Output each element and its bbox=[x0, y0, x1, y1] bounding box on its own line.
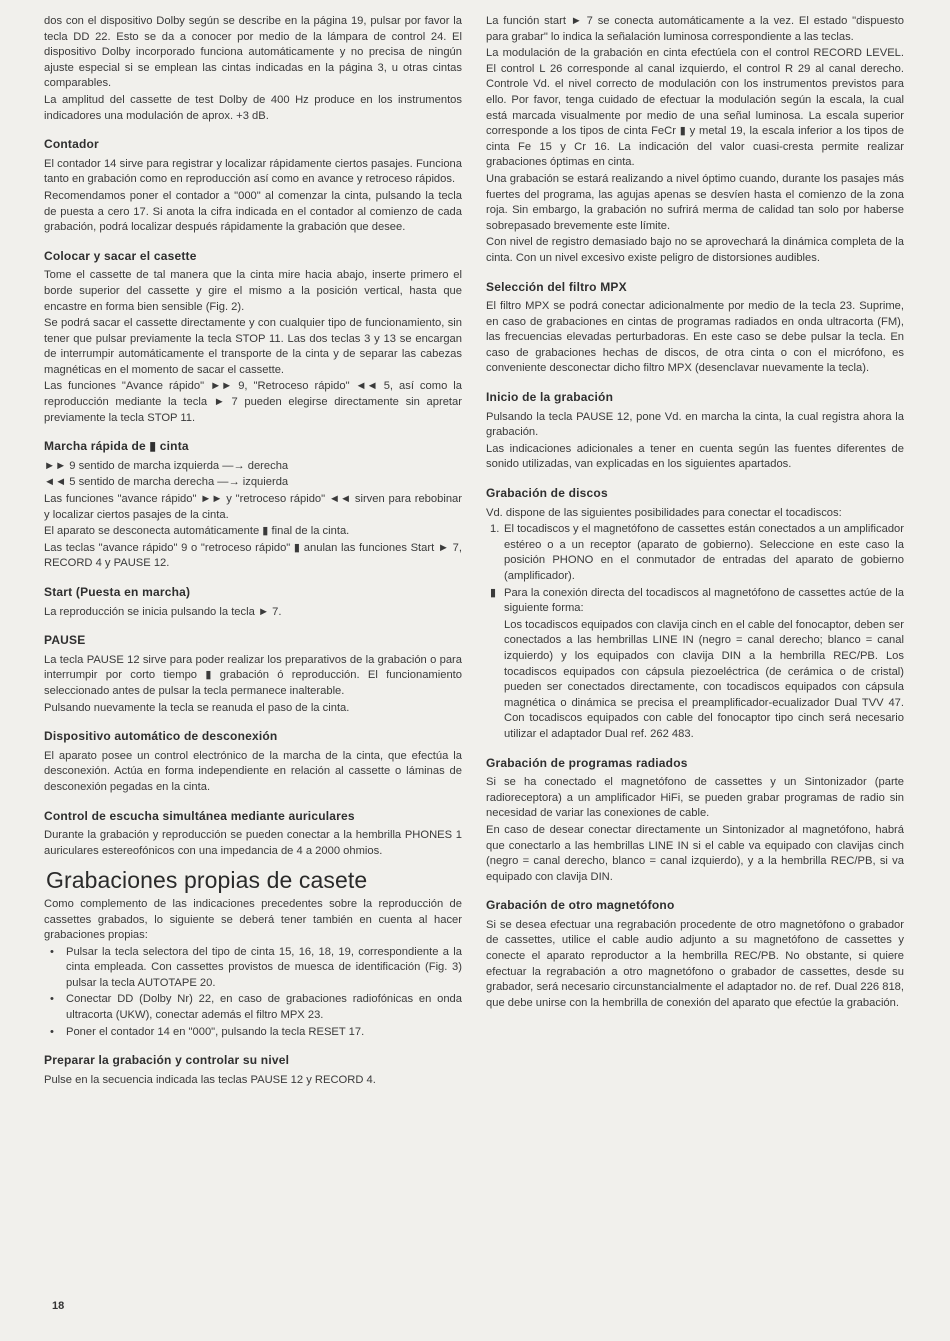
section-heading-preparar: Preparar la grabación y controlar su nivel bbox=[44, 1053, 290, 1068]
section-heading-start: Start (Puesta en marcha) bbox=[44, 585, 191, 599]
paragraph: Pulse en la secuencia indicada las teclas PAUSE 12 y RECORD 4. bbox=[44, 1073, 376, 1086]
paragraph: Una grabación se estará realizando a nivel óptimo cuando, durante los pasajes más fuertes del programa, las agujas apenas se desvíen hasta el comienzo de la zona roja. Sin embargo, la grabación no sufrirá merma de calidad tan solo por haberse sobrepasado brevemente este límite. bbox=[486, 172, 904, 232]
paragraph: La modulación de la grabación en cinta efectúela con el control RECORD LEVEL. El control L 26 corresponde al canal izquierdo, el control R 29 al canal derecho. Controle Vd. el nivel correcto de modulación con los instrumentos previstos para ello. Por favor, tenga cuidado de efectuar la modulación según la escala, la cual está marcada visualmente por medio de una señal luminosa. La escala superior corresponde a los tipos de cinta FeCr ▮ y metal 19, la escala inferior a los tipos de cinta Fe 15 y Cr 16. La indicación del valor cuasi-cresta permite realizar grabaciones óptimas en cinta. bbox=[486, 47, 904, 169]
paragraph: ◄◄ 5 sentido de marcha derecha —→ izquierda bbox=[44, 476, 289, 489]
paragraph: Pulsando la tecla PAUSE 12, pone Vd. en marcha la cinta, la cual registra ahora la grabación. bbox=[486, 410, 904, 439]
paragraph: Recomendamos poner el contador a "000" al comenzar la cinta, pulsando la tecla de puesta a cero 17. Si anota la cifra indicada en el contador al comienzo de cada grabación, podrá localizar después rápidamente la grabación que desee. bbox=[44, 189, 462, 234]
paragraph: La función start ► 7 se conecta automáticamente a la vez. El estado "dispuesto para grabar" lo indica la señalación luminosa correspondiente a las teclas. bbox=[486, 15, 904, 43]
paragraph: En caso de desear conectar directamente un Sintonizador al magnetófono, habrá que conectarlo a las hembrillas LINE IN si el cable va equipado con clavijas cinch (negro = canal derecho, blanco = canal izquierdo), y a la hembrilla REC/PB, si va equipado con clavija DIN. bbox=[486, 823, 904, 883]
section-heading-inicio: Inicio de la grabación bbox=[486, 390, 614, 405]
numbered-list bbox=[486, 522, 904, 617]
section-heading-magnetofono: Grabación de otro magnetófono bbox=[486, 898, 675, 913]
list-item-text: El tocadiscos y el magnetófono de cassettes están conectados a un amplificador estéreo o a un receptor (aparato de gobierno). Seleccione en este caso la posición PHONO en el conmutador de entradas del aparato de gobierno (amplificador). bbox=[504, 523, 904, 582]
paragraph: Se podrá sacar el cassette directamente y con cualquier tipo de funcionamiento, sin tener que pulsar previamente la tecla STOP 11. Las dos teclas 3 y 13 se encargan de interrumpir automáticamente el transporte de la cinta y de separar las cabezas magnéticas en el momento de sacar el cassette. bbox=[44, 317, 462, 376]
paragraph: Las funciones "avance rápido" ►► y "retroceso rápido" ◄◄ sirven para rebobinar y localizar ciertos pasajes de la cinta. bbox=[44, 493, 462, 521]
paragraph: ►► 9 sentido de marcha izquierda —→ derecha bbox=[44, 459, 289, 472]
paragraph: Tome el cassette de tal manera que la cinta mire hacia abajo, inserte primero el borde superior del cassette y gire el mismo a la posición vertical, hasta que encastre en forma bien sensible (Fig. 2). bbox=[44, 269, 462, 313]
paragraph: Si se ha conectado el magnetófono de cassettes y un Sintonizador (parte radioreceptora) a un amplificador HiFi, se pueden grabar programas de radio sin necesidad de variar las conexiones de cable. bbox=[486, 776, 904, 820]
section-heading-discos: Grabación de discos bbox=[486, 486, 608, 501]
left-column bbox=[44, 14, 462, 1089]
paragraph: La reproducción se inicia pulsando la tecla ► 7. bbox=[44, 605, 282, 618]
paragraph: dos con el dispositivo Dolby según se describe en la página 19, pulsar por favor la tecla DD 22. Esto se da a conocer por medio de la lámpara de control 24. El dispositivo Dolby incorporado funciona automáticamente y no precisa de ningún ajuste especial si se emplean las cintas indicadas en la página 3, u otras cintas comparables. bbox=[44, 15, 462, 90]
paragraph: La amplitud del cassette de test Dolby de 400 Hz produce en los instrumentos indicadores una modulación de aprox. +3 dB. bbox=[44, 93, 462, 122]
paragraph: El contador 14 sirve para registrar y localizar rápidamente ciertos pasajes. Funciona tanto en grabación como en reproducción así como en avance y retroceso rápidos. bbox=[44, 157, 462, 186]
paragraph: Los tocadiscos equipados con clavija cinch en el cable del fonocaptor, deben ser conectados a las hembrillas LINE IN (negro = canal derecho; blanco = canal izquierdo) y los equipados con clavija DIN a la hembrilla REC/PB. Los tocadiscos equipados con cápsula piezoeléctrica (de cerámica o de cristal) pueden ser conectados directamente, con tocadiscos equipados con cápsula magnética o dinámica se precisa el preamplificador-ecualizador Dual TVV 47. Con tocadiscos equipados con cable del fonocaptor tipo cinch será necesario utilizar el adaptador Dual ref. 262 483. bbox=[504, 618, 904, 740]
section-heading-mpx: Selección del filtro MPX bbox=[486, 279, 627, 294]
list-marker: 1. bbox=[490, 523, 500, 536]
paragraph: La tecla PAUSE 12 sirve para poder realizar los preparativos de la grabación o para interrumpir por corto tiempo ▮ grabación ó reproducción. El funcionamiento seleccionado antes de pulsar la tecla permanece inalterable. bbox=[44, 653, 462, 697]
paragraph: Vd. dispone de las siguientes posibilidades para conectar el tocadiscos: bbox=[486, 506, 842, 519]
page-number: 18 bbox=[52, 1300, 65, 1312]
paragraph: Las indicaciones adicionales a tener en cuenta según las fuentes diferentes de sonido utilizadas, van explicadas en los siguientes apartados. bbox=[486, 442, 904, 471]
paragraph: El aparato se desconecta automáticamente ▮ final de la cinta. bbox=[44, 525, 350, 538]
paragraph: El filtro MPX se podrá conectar adicionalmente por medio de la tecla 23. Suprime, en caso de grabaciones en cintas de programas radiados en onda ultracorta (FM), las frecuencias elevadas perturbadoras. En este caso se debe pulsar la tecla. En caso de grabaciones hechas de discos, de otra cinta o con el micrófono, es conveniente desconectar dicho filtro MPX (desenclavar nuevamente la tecla). bbox=[486, 300, 904, 375]
list-item: • Conectar DD (Dolby Nr) 22, en caso de grabaciones radiofónicas en onda ultracorta (UKW), conectar además el filtro MPX 23. bbox=[44, 992, 462, 1023]
section-heading-marcha: Marcha rápida de ▮ cinta bbox=[44, 439, 189, 454]
bullet-list bbox=[44, 945, 462, 1041]
section-heading-colocar: Colocar y sacar el casette bbox=[44, 248, 197, 263]
list-item bbox=[486, 522, 904, 584]
section-heading-radiados: Grabación de programas radiados bbox=[486, 755, 688, 770]
list-item-text: Para la conexión directa del tocadiscos al magnetófono de cassettes actúe de la siguiente forma: bbox=[504, 586, 904, 615]
list-item bbox=[486, 586, 904, 617]
section-heading-control: Control de escucha simultánea mediante auriculares bbox=[44, 808, 355, 823]
paragraph: Durante la grabación y reproducción se pueden conectar a la hembrilla PHONES 1 auriculares estereofónicos con una impedancia de 4 a 2000 ohmios. bbox=[44, 829, 462, 857]
list-marker: ▮ bbox=[490, 586, 497, 599]
list-item: • Pulsar la tecla selectora del tipo de cinta 15, 16, 18, 19, correspondiente a la cinta empleada. Con cassettes provistos de muesca de identificación (Fig. 3) pulsar la tecla AUTOTAPE 20. bbox=[44, 945, 462, 992]
paragraph: Las funciones "Avance rápido" ►► 9, "Retroceso rápido" ◄◄ 5, así como la reproducción mediante la tecla ► 7 pueden elegirse directamente sin apretar previamente la tecla STOP 11. bbox=[44, 380, 462, 424]
paragraph: Como complemento de las indicaciones precedentes sobre la reproducción de cassettes grabados, lo siguiente se deberá tener también en cuenta al hacer grabaciones propias: bbox=[44, 897, 462, 942]
right-column bbox=[486, 14, 904, 1012]
paragraph: Con nivel de registro demasiado bajo no se aprovechará la dinámica completa de la cinta. Con un nivel excesivo existe peligro de distorsiones audibles. bbox=[486, 236, 904, 264]
paragraph: Las teclas "avance rápido" 9 o "retroceso rápido" ▮ anulan las funciones Start ► 7, RECORD 4 y PAUSE 12. bbox=[44, 541, 462, 570]
paragraph: Si se desea efectuar una regrabación procedente de otro magnetófono o grabador de cassettes, utilice el cable audio adjunto a su magnetófono de cassettes y conecte el aparato reproductor a la hembrilla REC/PB. No obstante, si quiere efectuar la regrabación a otro magnetófono o grabador de cassettes, desde su grabador, será necesario circunstancialmente el adaptador no. de ref. Dual 226 818, que debe unirse con la hembrilla de conexión del aparato que efectúe la grabación. bbox=[486, 918, 904, 1009]
section-heading-dispositivo: Dispositivo automático de desconexión bbox=[44, 729, 278, 744]
section-heading-pause: PAUSE bbox=[44, 633, 86, 648]
paragraph: Pulsando nuevamente la tecla se reanuda el paso de la cinta. bbox=[44, 701, 350, 714]
section-heading-contador: Contador bbox=[44, 137, 99, 152]
chapter-title: Grabaciones propias de casete bbox=[46, 867, 368, 894]
paragraph: El aparato posee un control electrónico de la marcha de la cinta, que efectúa la desconexión. Actúa en forma independiente en relación al cassette o láminas de desconexión pegadas en la cinta. bbox=[44, 749, 462, 793]
list-item: • Poner el contador 14 en "000", pulsando la tecla RESET 17. bbox=[44, 1025, 462, 1041]
